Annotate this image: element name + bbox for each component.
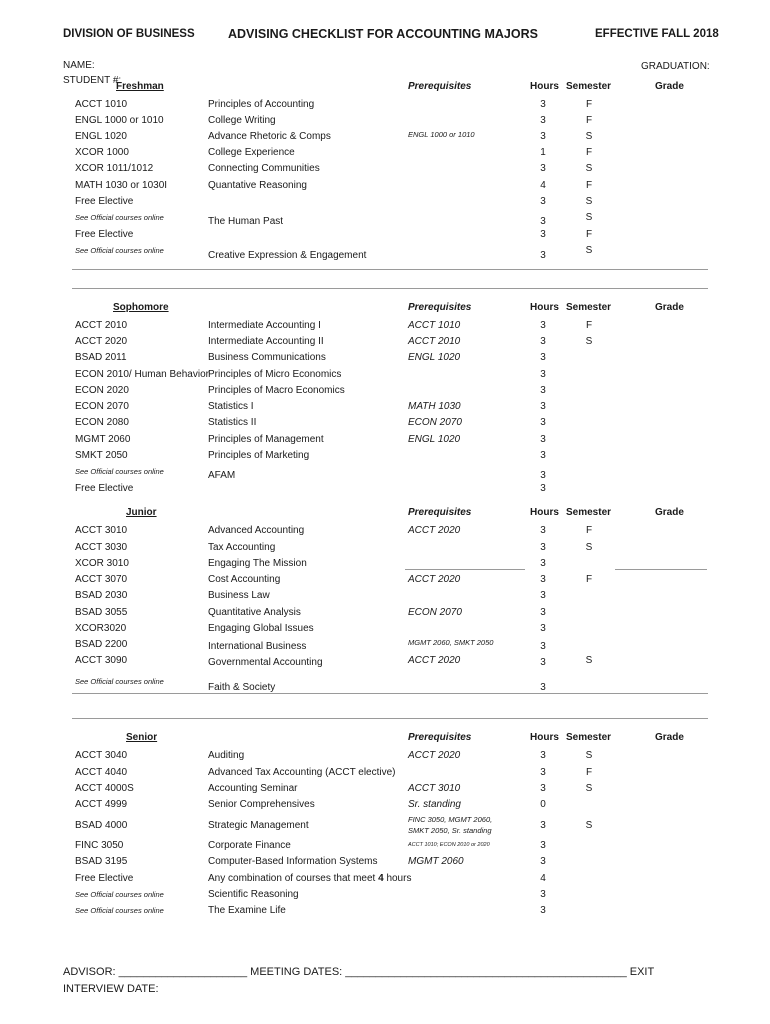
credit-hours: 3 (540, 369, 546, 380)
semester: F (585, 99, 593, 110)
course-code: ACCT 3030 (75, 542, 128, 553)
table-row (0, 383, 770, 398)
table-row (0, 765, 770, 780)
semester: S (585, 783, 593, 794)
table-row (0, 448, 770, 463)
course-code: BSAD 3195 (75, 856, 128, 867)
course-title: Senior Comprehensives (208, 799, 315, 810)
course-code: FINC 3050 (75, 840, 124, 851)
course-title: Principles of Accounting (208, 99, 315, 110)
credit-hours: 3 (540, 250, 546, 261)
semester: F (585, 147, 593, 158)
course-title: Principles of Micro Economics (208, 369, 342, 380)
course-code: ACCT 2010 (75, 320, 128, 331)
course-code: SMKT 2050 (75, 450, 128, 461)
credit-hours: 3 (540, 574, 546, 585)
credit-hours: 3 (540, 336, 546, 347)
course-code: ACCT 3010 (75, 525, 128, 536)
table-row (0, 318, 770, 333)
credit-hours: 3 (540, 542, 546, 553)
course-code: ECON 2010/ Human Behavior (75, 369, 209, 380)
credit-hours: 3 (540, 641, 546, 652)
table-row (0, 415, 770, 430)
credit-hours: 3 (540, 401, 546, 412)
credit-hours: 3 (540, 856, 546, 867)
credit-hours: 3 (540, 623, 546, 634)
table-row (0, 797, 770, 812)
semester: F (585, 574, 593, 585)
semester: F (585, 180, 593, 191)
credit-hours: 0 (540, 799, 546, 810)
course-code: See Official courses online (75, 213, 164, 222)
senior-grade-header: Grade (655, 732, 684, 743)
prerequisite: ENGL 1020 (408, 352, 461, 363)
table-row (0, 887, 770, 902)
table-row (0, 674, 770, 693)
table-row (0, 334, 770, 349)
course-title-hours: 4 (378, 873, 384, 884)
course-title: College Experience (208, 147, 295, 158)
divider (405, 569, 525, 570)
course-title: Computer-Based Information Systems (208, 856, 378, 867)
semester: S (585, 820, 593, 831)
course-title: Scientific Reasoning (208, 889, 299, 900)
sophomore-hours-header: Hours (530, 302, 559, 313)
course-code: XCOR 1000 (75, 147, 129, 158)
prerequisite: MGMT 2060 (408, 856, 464, 867)
table-row (0, 367, 770, 382)
course-code: Free Elective (75, 873, 134, 884)
credit-hours: 3 (540, 417, 546, 428)
table-row (0, 350, 770, 365)
table-row (0, 871, 770, 886)
senior-prereq-header: Prerequisites (408, 732, 472, 743)
prerequisite: ACCT 2010 (408, 336, 461, 347)
prerequisite: ENGL 1020 (408, 434, 461, 445)
sophomore-grade-header: Grade (655, 302, 684, 313)
prerequisite: ENGL 1000 or 1010 (408, 130, 475, 139)
course-code: Free Elective (75, 196, 134, 207)
course-code: Free Elective (75, 483, 134, 494)
course-code: XCOR 3010 (75, 558, 129, 569)
divider (72, 718, 708, 719)
prerequisite: FINC 3050, MGMT 2060, (408, 815, 493, 824)
course-title: Quantitative Analysis (208, 607, 301, 618)
divider (72, 693, 708, 694)
table-row (0, 781, 770, 796)
credit-hours: 3 (540, 450, 546, 461)
credit-hours: 3 (540, 385, 546, 396)
course-code: ECON 2020 (75, 385, 129, 396)
course-title: Quantative Reasoning (208, 180, 307, 191)
table-row (0, 815, 770, 835)
course-code: ACCT 3090 (75, 655, 128, 666)
semester: F (585, 767, 593, 778)
course-title (208, 871, 411, 886)
divider (72, 269, 708, 270)
course-code: ACCT 4999 (75, 799, 128, 810)
prerequisite: ACCT 2020 (408, 655, 461, 666)
senior-semester-header: Semester (566, 732, 612, 743)
course-code: See Official courses online (75, 906, 164, 915)
course-title: Governmental Accounting (208, 657, 323, 668)
course-code: BSAD 3055 (75, 607, 128, 618)
credit-hours: 3 (540, 767, 546, 778)
course-title: Connecting Communities (208, 163, 320, 174)
semester: F (585, 229, 593, 240)
credit-hours: 3 (540, 131, 546, 142)
credit-hours: 3 (540, 352, 546, 363)
semester: S (585, 131, 593, 142)
sophomore-prereq-header: Prerequisites (408, 302, 472, 313)
credit-hours: 3 (540, 216, 546, 227)
table-row (0, 243, 770, 261)
course-code: ACCT 1010 (75, 99, 128, 110)
junior-semester-header: Semester (566, 507, 612, 518)
table-row (0, 637, 770, 652)
table-row (0, 523, 770, 538)
credit-hours: 3 (540, 657, 546, 668)
table-row (0, 748, 770, 763)
prerequisite: MATH 1030 (408, 401, 461, 412)
course-code: ACCT 3070 (75, 574, 128, 585)
credit-hours: 3 (540, 470, 546, 481)
semester: S (585, 196, 593, 207)
prerequisite: Sr. standing (408, 799, 461, 810)
course-title: Engaging The Mission (208, 558, 307, 569)
course-title: Statistics I (208, 401, 254, 412)
table-row (0, 588, 770, 603)
junior-title: Junior (126, 507, 157, 518)
sophomore-title: Sophomore (113, 302, 169, 313)
course-title: Statistics II (208, 417, 257, 428)
course-title: Advance Rhetoric & Comps (208, 131, 331, 142)
course-title: International Business (208, 641, 307, 652)
prerequisite: MGMT 2060, SMKT 2050 (408, 638, 494, 647)
semester: S (585, 163, 593, 174)
course-code: ACCT 3040 (75, 750, 128, 761)
course-code: See Official courses online (75, 467, 164, 476)
course-title-end: hours (386, 873, 412, 884)
table-row (0, 227, 770, 242)
course-code: MATH 1030 or 1030I (75, 180, 168, 191)
table-row (0, 464, 770, 479)
advisor-line: ADVISOR: _____________________ MEETING DATES: ______________________________________________ EXIT (63, 966, 655, 978)
junior-hours-header: Hours (530, 507, 559, 518)
credit-hours: 3 (540, 434, 546, 445)
interview-date-label: INTERVIEW DATE: (63, 983, 159, 995)
prerequisite: ECON 2070 (408, 417, 462, 428)
credit-hours: 3 (540, 820, 546, 831)
course-code: XCOR3020 (75, 623, 127, 634)
table-row (0, 210, 770, 225)
course-code: BSAD 2200 (75, 639, 128, 650)
course-code: ECON 2070 (75, 401, 129, 412)
credit-hours: 3 (540, 590, 546, 601)
prerequisite: ECON 2070 (408, 607, 462, 618)
credit-hours: 3 (540, 525, 546, 536)
table-row (0, 540, 770, 555)
student-number-label: STUDENT #: (63, 75, 122, 86)
credit-hours: 3 (540, 99, 546, 110)
course-title: Tax Accounting (208, 542, 276, 553)
course-code: See Official courses online (75, 890, 164, 899)
table-row (0, 97, 770, 112)
credit-hours: 3 (540, 607, 546, 618)
prerequisite: ACCT 2020 (408, 574, 461, 585)
semester: S (585, 212, 593, 223)
course-title: Creative Expression & Engagement (208, 250, 367, 261)
semester: F (585, 320, 593, 331)
name-label: NAME: (63, 60, 95, 71)
course-code: ENGL 1020 (75, 131, 127, 142)
course-code: ACCT 2020 (75, 336, 128, 347)
semester: F (585, 115, 593, 126)
course-code: See Official courses online (75, 677, 164, 686)
course-code: BSAD 2030 (75, 590, 128, 601)
course-code: ENGL 1000 or 1010 (75, 115, 164, 126)
course-code: BSAD 4000 (75, 820, 128, 831)
divider (615, 569, 707, 570)
table-row (0, 178, 770, 193)
semester: S (585, 336, 593, 347)
course-title: Principles of Marketing (208, 450, 310, 461)
prerequisite: ACCT 2020 (408, 525, 461, 536)
course-title: Advanced Accounting (208, 525, 305, 536)
course-code: ACCT 4040 (75, 767, 128, 778)
course-title: Advanced Tax Accounting (ACCT elective) (208, 767, 396, 778)
semester: F (585, 525, 593, 536)
course-title: Principles of Management (208, 434, 324, 445)
junior-prereq-header: Prerequisites (408, 507, 472, 518)
course-title: The Examine Life (208, 905, 286, 916)
course-title: AFAM (208, 470, 236, 481)
course-title: Faith & Society (208, 682, 276, 693)
course-title: The Human Past (208, 216, 284, 227)
prerequisite: ACCT 3010 (408, 783, 461, 794)
course-title: Business Law (208, 590, 270, 601)
credit-hours: 3 (540, 163, 546, 174)
freshman-title: Freshman (116, 81, 164, 92)
freshman-grade-header: Grade (655, 81, 684, 92)
graduation-label: GRADUATION: (641, 61, 710, 72)
course-title: Principles of Macro Economics (208, 385, 345, 396)
table-row (0, 572, 770, 587)
credit-hours: 3 (540, 840, 546, 851)
credit-hours: 4 (540, 873, 546, 884)
semester: S (585, 655, 593, 666)
course-code: XCOR 1011/1012 (75, 163, 154, 174)
table-row (0, 481, 770, 496)
course-title: College Writing (208, 115, 276, 126)
course-title: Strategic Management (208, 820, 309, 831)
table-row (0, 145, 770, 160)
credit-hours: 3 (540, 558, 546, 569)
course-code: MGMT 2060 (75, 434, 131, 445)
course-code: Free Elective (75, 229, 134, 240)
table-row (0, 432, 770, 447)
prerequisite: ACCT 1010 (408, 320, 461, 331)
effective-label: EFFECTIVE FALL 2018 (595, 28, 719, 40)
course-code: ECON 2080 (75, 417, 129, 428)
credit-hours: 3 (540, 320, 546, 331)
junior-grade-header: Grade (655, 507, 684, 518)
table-row (0, 653, 770, 668)
sophomore-semester-header: Semester (566, 302, 612, 313)
page-title: ADVISING CHECKLIST FOR ACCOUNTING MAJORS (228, 27, 538, 41)
credit-hours: 3 (540, 682, 546, 693)
table-row (0, 113, 770, 128)
course-title: Cost Accounting (208, 574, 281, 585)
freshman-hours-header: Hours (530, 81, 559, 92)
credit-hours: 3 (540, 229, 546, 240)
semester: S (585, 542, 593, 553)
course-title: Accounting Seminar (208, 783, 298, 794)
freshman-prereq-header: Prerequisites (408, 81, 472, 92)
course-title: Auditing (208, 750, 245, 761)
table-row (0, 194, 770, 209)
freshman-semester-header: Semester (566, 81, 612, 92)
credit-hours: 3 (540, 783, 546, 794)
prerequisite-line-2: SMKT 2050, Sr. standing (408, 826, 492, 835)
table-row (0, 605, 770, 620)
course-title: Business Communications (208, 352, 326, 363)
credit-hours: 3 (540, 889, 546, 900)
prerequisite: ACCT 2020 (408, 750, 461, 761)
credit-hours: 3 (540, 115, 546, 126)
prerequisite: ACCT 1010; ECON 2010 or 2020 (408, 842, 490, 848)
divider (72, 288, 708, 289)
credit-hours: 3 (540, 196, 546, 207)
table-row (0, 903, 770, 918)
table-row (0, 161, 770, 176)
table-row (0, 621, 770, 636)
senior-hours-header: Hours (530, 732, 559, 743)
semester: S (585, 245, 593, 256)
course-code: BSAD 2011 (75, 352, 127, 363)
table-row (0, 854, 770, 869)
credit-hours: 3 (540, 483, 546, 494)
course-title: Corporate Finance (208, 840, 291, 851)
semester: S (585, 750, 593, 761)
course-title: Intermediate Accounting II (208, 336, 324, 347)
course-code: See Official courses online (75, 246, 164, 255)
course-title-text: Any combination of courses that meet (208, 873, 376, 884)
course-code: ACCT 4000S (75, 783, 134, 794)
table-row (0, 399, 770, 414)
credit-hours: 3 (540, 905, 546, 916)
table-row (0, 838, 770, 853)
course-title: Intermediate Accounting I (208, 320, 321, 331)
credit-hours: 4 (540, 180, 546, 191)
table-row (0, 129, 770, 144)
credit-hours: 1 (540, 147, 546, 158)
course-title: Engaging Global Issues (208, 623, 314, 634)
division-label: DIVISION OF BUSINESS (63, 28, 195, 40)
senior-title: Senior (126, 732, 158, 743)
credit-hours: 3 (540, 750, 546, 761)
